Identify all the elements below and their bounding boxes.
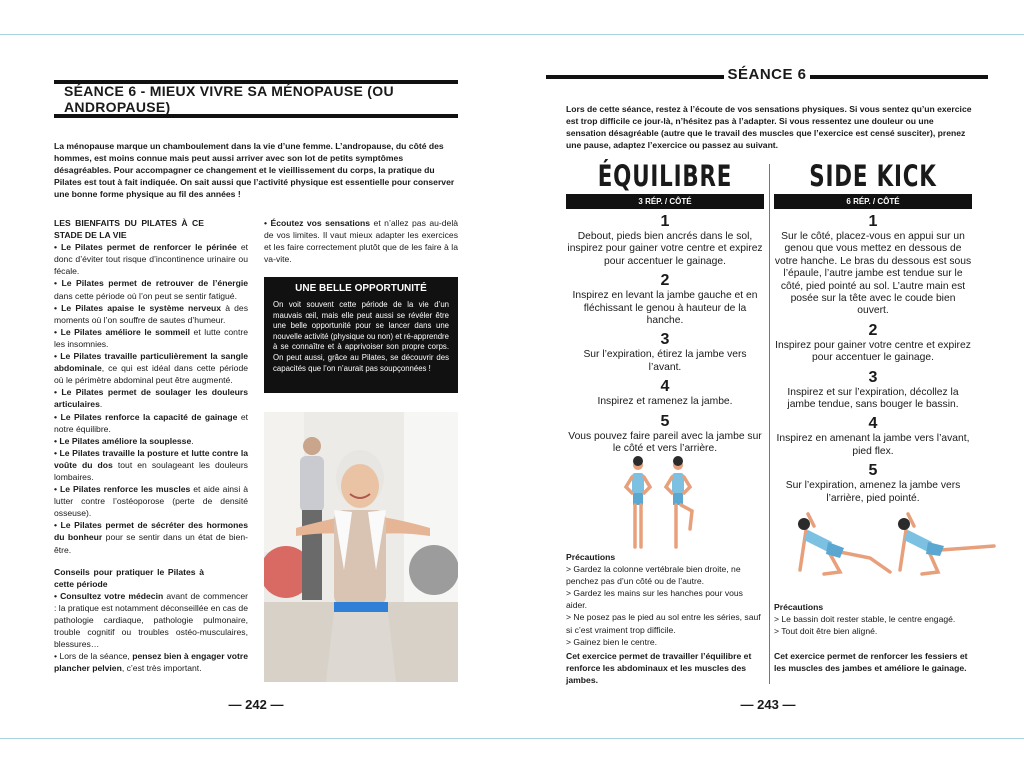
list-item	[54, 277, 248, 301]
step-text: Inspirez en levant la jambe gauche et en fléchissant le genou à hauteur de la hanche.	[572, 290, 758, 327]
list-item-bold: • Le Pilates travaille particulièrement la sangle abdominale	[54, 351, 248, 374]
list-item-bold: • Le Pilates renforce la capacité de gainage	[54, 411, 238, 422]
steps-list	[566, 213, 764, 455]
precaution-item: > Gardez la colonne vertébrale bien droite, ne penchez pas d’un côté ou de l’autre.	[566, 564, 741, 587]
list-item	[54, 483, 248, 519]
list-item: • Écoutez vos sensations et n’allez pas au-delà de vos limites. Il vaut mieux adapter les exercices et les faire correctement plutôt que de les faire à la va-vite.	[264, 218, 459, 265]
list-item	[54, 447, 248, 483]
header-bar-left	[546, 75, 724, 79]
exercise-title: ÉQUILIBRE	[597, 159, 733, 193]
column-divider	[769, 164, 770, 684]
benefits-heading: LES BIENFAITS DU PILATES À CE STADE DE LA VIE	[54, 218, 204, 241]
list-item-text: avant de commencer : la pratique est notamment déconseillée en cas de pathologie cardiaque, pathologie pulmonaire, trouble cognitif ou troubles ostéo-musculaires, blessures…	[54, 590, 248, 650]
list-item-text: dans cette période où l’on peut se sentir fatigué.	[54, 290, 237, 301]
list-item	[54, 326, 248, 350]
step-text: Sur l’expiration, étirez la jambe vers l’avant.	[583, 349, 747, 373]
list-item	[54, 650, 248, 674]
precautions-list	[774, 613, 972, 637]
box-title: UNE BELLE OPPORTUNITÉ	[295, 283, 427, 294]
box-text: On voit souvent cette période de la vie d’un mauvais œil, mais elle peut aussi se révéler être une belle opportunité pour se lancer dans une nouvelle activité (physique ou non) et ré-apprendre à se connaître et à apprivoiser son propre corps. On peut aussi, grâce au Pilates, se découvrir des capacités que l’on n’aurait pas soupçonnées !	[273, 300, 449, 373]
step-number: 5	[660, 412, 670, 430]
header-bar-right	[810, 75, 988, 79]
page-title: SÉANCE 6 - MIEUX VIVRE SA MÉNOPAUSE (OU ANDROPAUSE)	[54, 80, 458, 118]
list-item-bold: • Le Pilates améliore la souplesse	[54, 435, 192, 446]
precautions-equilibre	[566, 551, 764, 648]
benefits-list	[54, 241, 248, 555]
exercise-title: SIDE KICK	[809, 159, 937, 193]
page-number: — 242 —	[228, 697, 284, 712]
precautions-side-kick	[774, 601, 972, 637]
list-item	[54, 519, 248, 555]
step-text: Sur l’expiration, amenez la jambe vers l’arrière, pied pointé.	[785, 480, 961, 504]
list-item-bold: • Le Pilates permet de soulager les douleurs articulaires	[54, 387, 248, 410]
reps-badge: 6 RÉP. / CÔTÉ	[774, 194, 972, 209]
precautions-list	[566, 563, 764, 648]
step-number: 3	[660, 331, 670, 349]
list-item-text: et donc d’éviter tout risque d’incontinence urinaire ou fécale.	[54, 242, 248, 277]
photo-senior-woman	[264, 412, 458, 682]
list-item-text: pour se sentir dans un état de bien-être.	[54, 532, 248, 555]
list-item-bold: • Consultez votre médecin	[54, 590, 164, 601]
list-item-text: et lutte contre les insomnies.	[54, 326, 248, 349]
conclusion-side-kick: Cet exercice permet de renforcer les fessiers et les muscles des jambes et améliore le gainage.	[774, 651, 968, 674]
right-column	[264, 217, 458, 265]
page-right	[512, 0, 1024, 768]
step-text: Vous pouvez faire pareil avec la jambe sur le côté et vers l’arrière.	[568, 430, 762, 455]
illustration-standing-balance	[618, 455, 708, 555]
left-column	[54, 217, 248, 674]
precautions-heading: Précautions	[566, 552, 616, 562]
precaution-item: > Gainez bien le centre.	[566, 636, 658, 647]
illustration-side-kick	[788, 508, 1002, 582]
reps-badge: 3 RÉP. / CÔTÉ	[566, 194, 764, 209]
exercise-equilibre	[566, 156, 764, 455]
list-item-bold: • Le Pilates permet de sécréter des hormones du bonheur	[54, 520, 248, 543]
list-item-text: , c’est très important.	[121, 663, 202, 674]
list-item	[54, 435, 248, 447]
conclusion-equilibre: Cet exercice permet de travailler l’équilibre et renforce les abdominaux et les muscles des jambes.	[566, 651, 752, 686]
step-number: 1	[868, 213, 878, 230]
precaution-item: > Le bassin doit rester stable, le centre engagé.	[774, 614, 956, 625]
list-item	[54, 590, 248, 650]
opportunity-box	[264, 277, 458, 393]
steps-list	[774, 213, 972, 505]
list-item	[54, 302, 248, 326]
photo-illustration	[264, 412, 458, 682]
list-item-text: et notre équilibre.	[54, 411, 248, 434]
step-number: 2	[868, 321, 878, 339]
step-text: Inspirez et sur l’expiration, décollez la jambe tendue, sans bouger le bassin.	[787, 386, 959, 411]
precaution-item: > Gardez les mains sur les hanches pour vous aider.	[566, 588, 743, 611]
precautions-heading: Précautions	[774, 602, 824, 612]
step-number: 5	[868, 462, 878, 480]
step-number: 4	[868, 415, 878, 433]
list-item-bold: • Le Pilates travaille la posture et lutte contre la voûte du dos	[54, 447, 248, 470]
list-item-bold: • Le Pilates renforce les muscles	[54, 484, 191, 495]
step-number: 4	[660, 378, 670, 396]
list-item	[54, 411, 248, 435]
session-intro: Lors de cette séance, restez à l’écoute de vos sensations physiques. Si vous sentez qu’un exercice est trop difficile ce jour-là, n’hésitez pas à l’adapter. Si vous ressentez une douleur ou une sensation désagréable (autre que le travail des muscles que l’exercice est censé susciter), prenez une pause, adaptez l’exercice ou passez au suivant.	[566, 104, 972, 151]
list-item-text: .	[191, 435, 194, 446]
list-item	[54, 386, 248, 410]
list-item-text: • Lors de la séance,	[54, 651, 133, 662]
step-number: 1	[660, 213, 670, 230]
list-item-bold: pensez bien à engager votre plancher pelvien	[54, 651, 249, 674]
list-item-text: à des moments où l’on souffre de sautes d’humeur.	[54, 302, 248, 325]
step-text: Inspirez pour gainer votre centre et expirez pour accentuer le gainage.	[775, 339, 971, 364]
step-number: 2	[660, 272, 670, 290]
step-number: 3	[868, 368, 878, 386]
list-item	[54, 350, 248, 386]
step-text: Inspirez et ramenez la jambe.	[597, 396, 733, 408]
advice-heading: Conseils pour pratiquer le Pilates à cette période	[54, 566, 204, 589]
intro-paragraph: La ménopause marque un chamboulement dans la vie d’une femme. L’andropause, du côté des hommes, est moins connue mais peut aussi arriver avec son lot de petits symptômes désagréables. Pour accompagner ce changement et le vieillissement du corps, la pratique du Pilates est tout à fait indiquée. On sait aussi que l’activité physique est essentielle pour conserver une bonne forme physique au fil des années !	[54, 141, 455, 200]
session-title: SÉANCE 6	[727, 66, 807, 83]
precaution-item: > Tout doit être bien aligné.	[774, 626, 878, 637]
list-item-bold: • Le Pilates permet de retrouver de l’énergie	[54, 278, 248, 289]
step-text: Debout, pieds bien ancrés dans le sol, inspirez pour gainer votre centre et expirez pour accentuer le gainage.	[567, 231, 763, 267]
list-item	[54, 241, 248, 277]
advice-list	[54, 590, 248, 675]
step-text: Sur le côté, placez-vous en appui sur un genou que vous mettez en dessous de votre hanche. Le bras du dessous est sous l’épaule, l’autre jambe est tendue sur le côté, pied pointé au sol. L’autre main est posée sur la tête avec le coude bien ouvert.	[774, 231, 972, 317]
list-item-bold: • Le Pilates permet de renforcer le périnée	[54, 242, 237, 253]
list-item-text: , ce qui est idéal dans cette période où le périmètre abdominal peut être augmenté.	[54, 363, 248, 386]
list-item-text: tout en soulageant les douleurs lombaires.	[54, 459, 248, 482]
page-number: — 243 —	[740, 697, 796, 712]
list-item-bold: • Le Pilates améliore le sommeil	[54, 326, 190, 337]
list-item-bold: • Le Pilates apaise le système nerveux	[54, 302, 222, 313]
step-text: Inspirez en amenant la jambe vers l’avant, pied flex.	[776, 433, 970, 457]
exercise-side-kick	[774, 156, 972, 505]
precaution-item: > Ne posez pas le pied au sol entre les séries, sauf si c’est vraiment trop difficile.	[566, 612, 761, 635]
list-item-text: et aide ainsi à lutter contre l’ostéoporose (perte de densité osseuse).	[54, 484, 248, 519]
list-item-text: .	[99, 399, 103, 410]
